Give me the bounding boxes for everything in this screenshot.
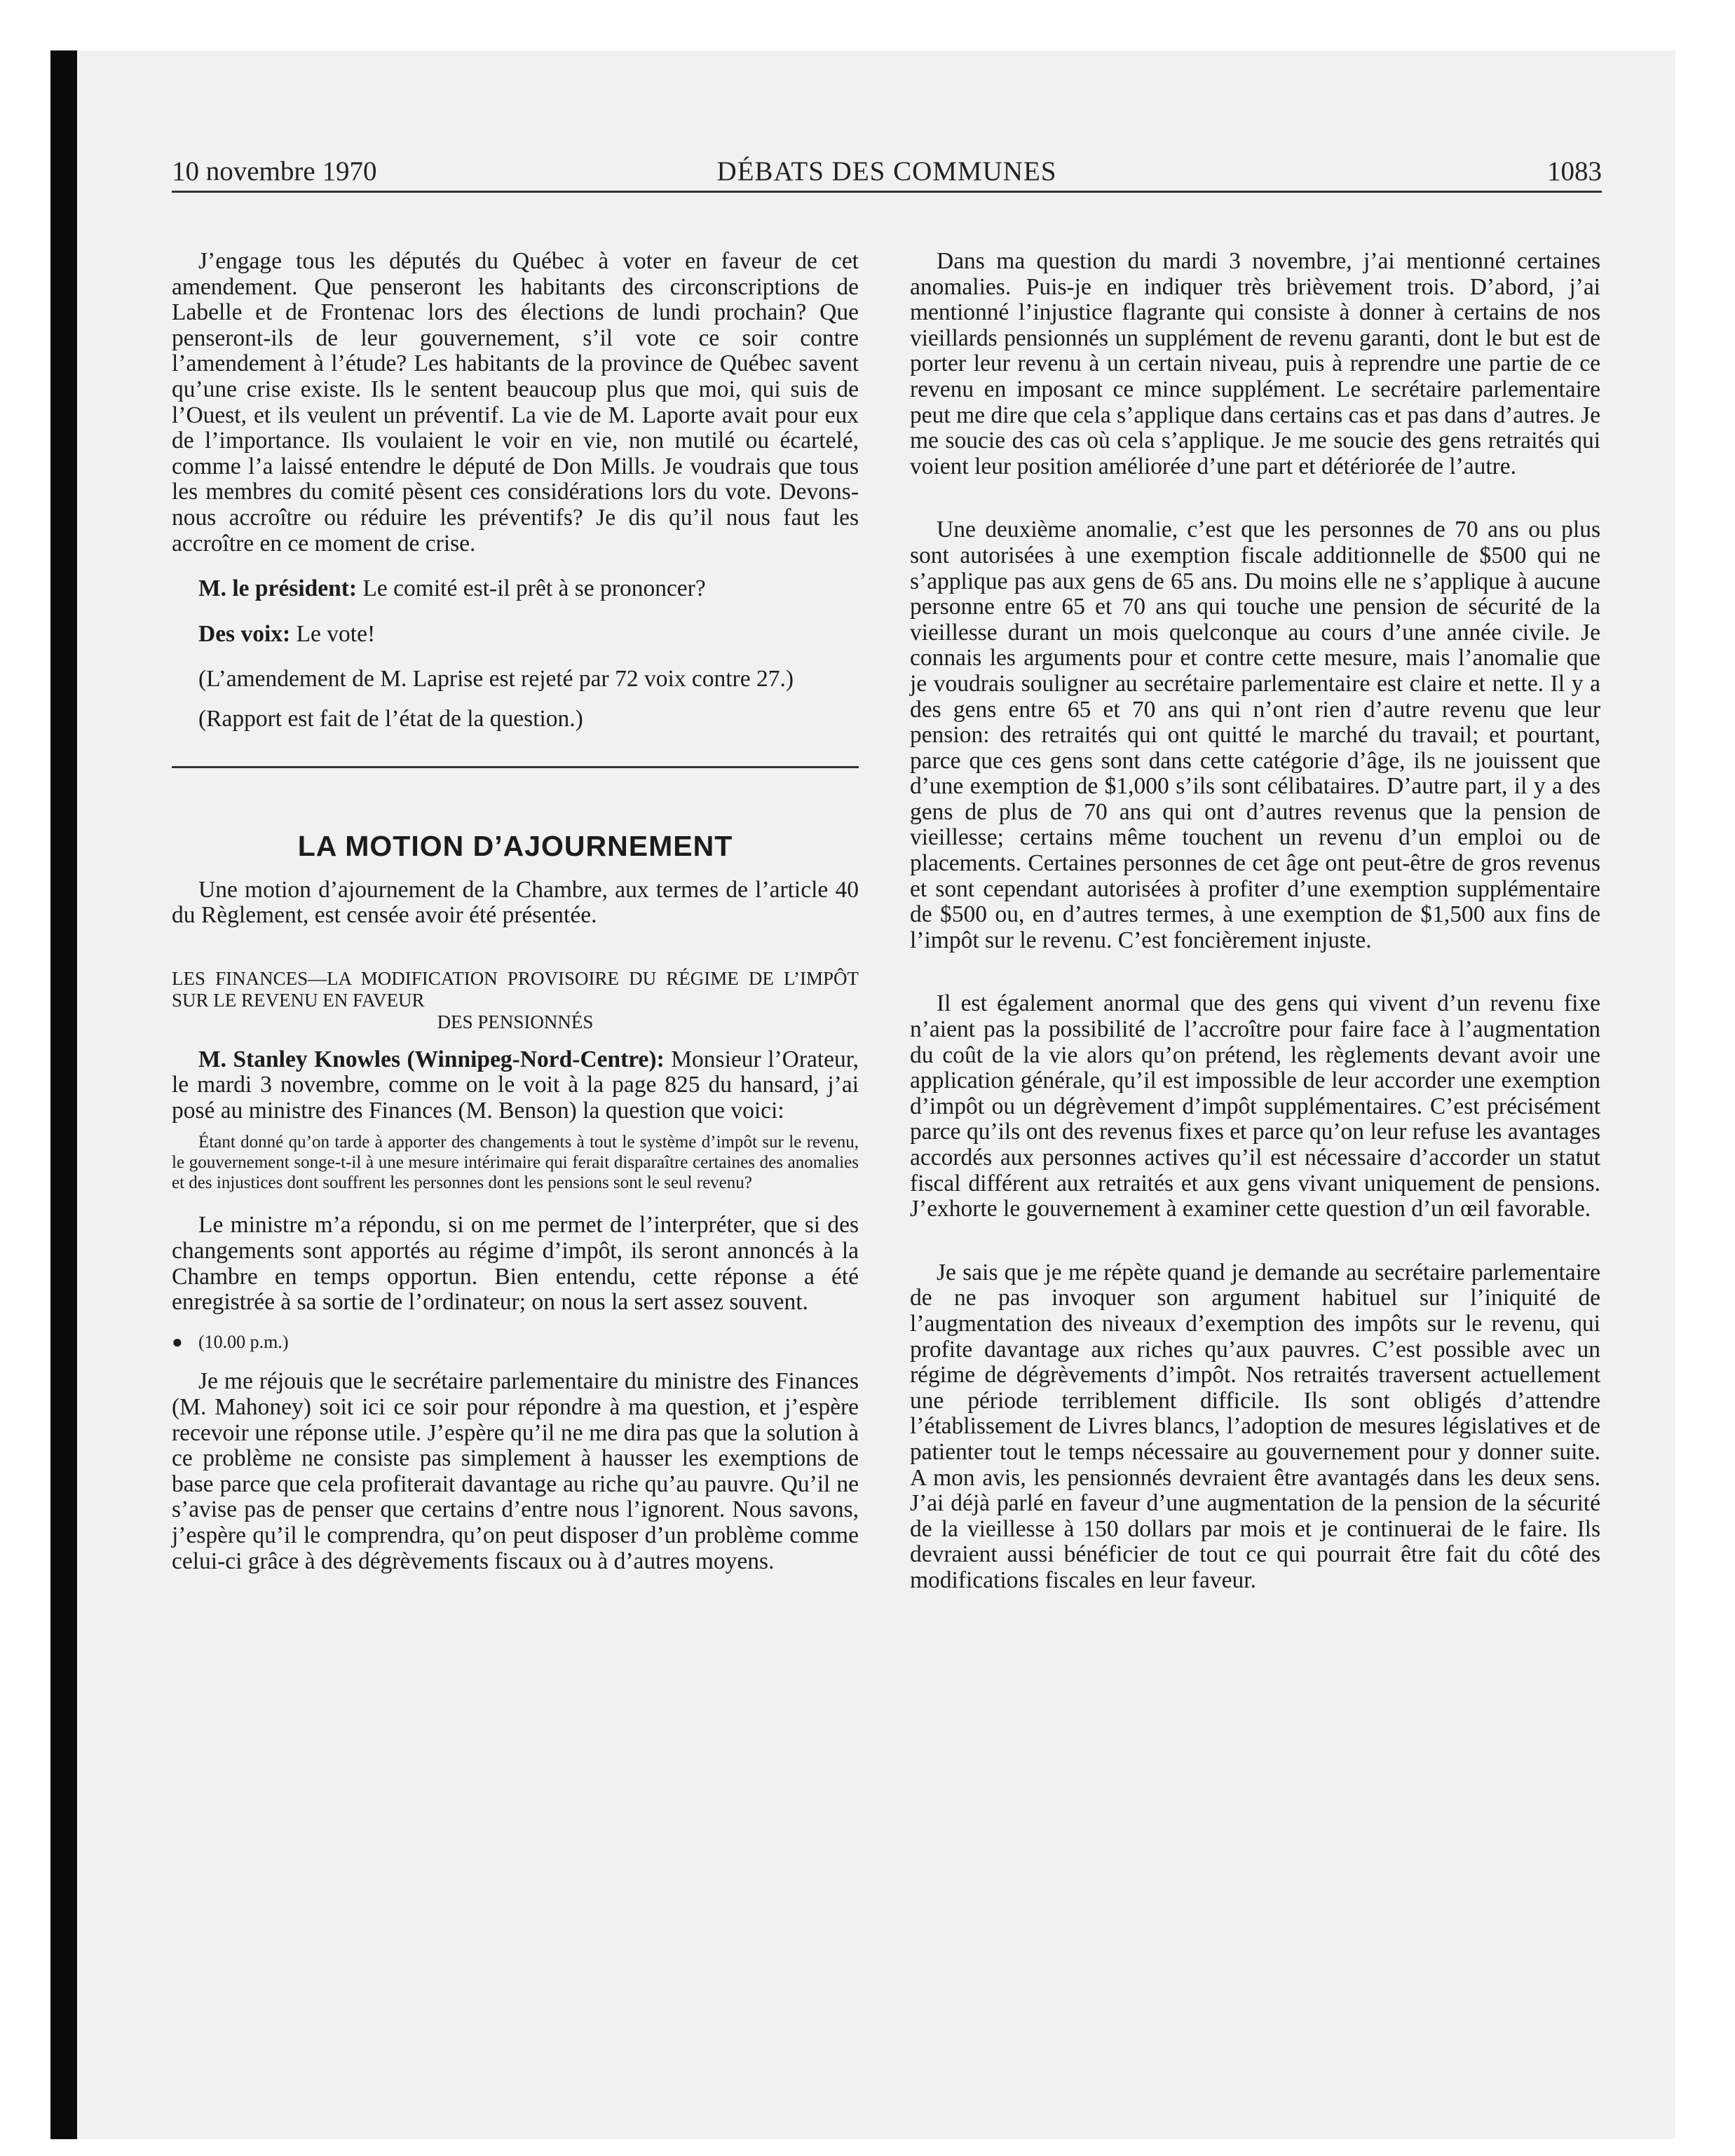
speaker-name: M. Stanley Knowles (Winnipeg-Nord-Centre): (198, 1046, 665, 1072)
scan-border (50, 50, 77, 2139)
knowles-speech (172, 1047, 859, 1124)
running-header (172, 156, 1602, 191)
section-title: LA MOTION D’AJOURNEMENT (297, 829, 733, 862)
paragraph: Je me réjouis que le secrétaire parlementaire du ministre des Finances (M. Mahoney) soit ici ce soir pour répondre à ma question, et j’espère recevoir une réponse utile. J’espère qu’il ne me dira pas que la solution à ce problème ne consiste pas simplement à hausser les exemptions de base parce que cela profiterait davantage au riche qu’au pauvre. Qu’il ne s’avise pas de penser que certains d’entre nous l’ignorent. Nous savons, j’espère qu’il le comprendra, qu’on peut disposer d’un problème comme celui-ci grâce à des dégrèvements fiscaux ou à d’autres moyens. (172, 1368, 859, 1574)
voices-remark (172, 622, 859, 648)
report-note: (Rapport est fait de l’état de la question.) (198, 705, 583, 732)
speech-text: Le comité est-il prêt à se prononcer? (362, 575, 706, 602)
paragraph: Je sais que je me répète quand je demande au secrétaire parlementaire de ne pas invoquer son argument habituel sur l’iniquité de l’augmentation des niveaux d’exemption des impôts sur le revenu, qui profite davantage aux riches qu’aux pauvres. C’est possible avec un régime de dégrèvements d’impôt. Nos retraités traversent actuellement une période terriblement difficile. Ils sont obligés d’attendre l’établissement de Livres blancs, l’adoption de mesures législatives et de patienter tout le temps nécessaire au gouvernement pour y donner suite. A mon avis, les pensionnés devraient être avantagés dans les deux sens. J’ai déjà parlé en faveur d’une augmentation de la pension de la sécurité de la vieillesse à 150 dollars par mois et je continuerai de le faire. Ils devraient aussi bénéficier de tout ce qui pourrait être fait du côté des modifications fiscales en leur faveur. (910, 1259, 1600, 1593)
quoted-question: Étant donné qu’on tarde à apporter des changements à tout le système d’impôt sur le revenu, le gouvernement songe-t-il à une mesure intérimaire qui ferait disparaître certaines des anomalies et des injustices dont souffrent les personnes dont les pensions sont le seul revenu? (172, 1133, 859, 1193)
header-journal-title: DÉBATS DES COMMUNES (716, 156, 1057, 186)
header-date: 10 novembre 1970 (172, 156, 377, 186)
motion-text: Une motion d’ajournement de la Chambre, aux termes de l’article 40 du Règlement, est censée avoir été présentée. (172, 876, 859, 929)
subject-heading-line: LES FINANCES—LA MODIFICATION PROVISOIRE DU RÉGIME DE L’IMPÔT SUR LE REVENU EN FAVEUR (172, 967, 859, 1011)
speaker-name: Des voix: (198, 620, 291, 647)
paragraph: Le ministre m’a répondu, si on me permet de l’interpréter, que si des changements sont apportés au régime d’impôt, ils seront annoncés à la Chambre en temps opportun. Bien entendu, cette réponse a été enregistrée à sa sortie de l’ordinateur; on nous la sert assez souvent. (172, 1212, 859, 1316)
time-text: (10.00 p.m.) (198, 1331, 289, 1352)
right-column (910, 249, 1600, 1594)
bullet-icon: ● (172, 1331, 183, 1352)
chair-remark (172, 576, 859, 602)
paragraph: Une deuxième anomalie, c’est que les personnes de 70 ans ou plus sont autorisées à une exemption fiscale additionnelle de $500 qui ne s’applique pas aux gens de 65 ans. Du moins elle ne s’applique à aucune personne entre 65 et 70 ans qui touche une pension de sécurité de la vieillesse durant un mois quelconque au cours d’une année civile. Je connais les arguments pour et contre cette mesure, mais l’anomalie que je voudrais souligner au secrétaire parlementaire est claire et nette. Il y a des gens entre 65 et 70 ans qui n’ont rien d’autre revenu que leur pension: des retraités qui ont quitté le marché du travail; et pourtant, parce que ces gens sont dans cette catégorie d’âge, ils ne jouissent que d’une exemption de $1,000 s’ils sont célibataires. D’autre part, il y a des gens de plus de 70 ans qui ont d’autres revenus que la pension de vieillesse; certains même touchent un revenu d’un emploi ou de placements. Certaines personnes de cet âge ont peut-être de gros revenus et sont cependant autorisées à profiter d’une exemption supplémentaire de $500 ou, en d’autres termes, à une exemption de $1,500 aux fins de l’impôt sur le revenu. C’est foncièrement injuste. (910, 517, 1600, 953)
left-column (172, 249, 859, 1574)
section-divider (172, 766, 859, 768)
header-rule (172, 191, 1602, 193)
speaker-name: M. le président: (198, 575, 358, 602)
subject-heading (172, 968, 859, 1033)
paragraph: J’engage tous les députés du Québec à voter en faveur de cet amendement. Que penseront les habitants des circonscriptions de Labelle et de Frontenac lors des élections de lundi prochain? Que penseront-ils de leur gouvernement, s’il vote ce soir contre l’amendement à l’étude? Les habitants de la province de Québec savent qu’une crise existe. Ils le sentent beaucoup plus que moi, qui suis de l’Ouest, et ils veulent un préventif. La vie de M. Laporte avait pour eux de l’importance. Ils voulaient le voir en vie, non mutilé ou écartelé, comme l’a laissé entendre le député de Don Mills. Je voudrais que tous les membres du comité pèsent ces considérations lors du vote. Devons-nous accroître ou réduire les préventifs? Je dis qu’il nous faut les accroître en ce moment de crise. (172, 248, 859, 557)
speech-text: Monsieur l’Orateur, le mardi 3 novembre, comme on le voit à la page 825 du hansard, j’ai posé au ministre des Finances (M. Benson) la question que voici: (172, 1046, 859, 1124)
time-stamp (172, 1330, 859, 1356)
amendment-result: (L’amendement de M. Laprise est rejeté par 72 voix contre 27.) (198, 666, 794, 692)
paragraph: Il est également anormal que des gens qui vivent d’un revenu fixe n’aient pas la possibilité de l’accroître pour faire face à l’augmentation du coût de la vie alors qu’on prétend, les règlements devant avoir une application générale, qu’il est impossible de leur accorder une exemption d’impôt ou un dégrèvement d’impôt supplémentaires. C’est précisément parce qu’ils ont des revenus fixes et parce qu’on leur refuse les avantages accordés aux personnes actives qu’il est nécessaire d’accorder un statut fiscal différent aux retraités et aux gens vivant uniquement de pensions. J’exhorte le gouvernement à examiner cette question d’un œil favorable. (910, 990, 1600, 1222)
paragraph: Dans ma question du mardi 3 novembre, j’ai mentionné certaines anomalies. Puis-je en indiquer très brièvement trois. D’abord, j’ai mentionné l’injustice flagrante qui consiste à donner à certains de nos vieillards pensionnés un supplément de revenu garanti, dont le but est de porter leur revenu à un certain niveau, puis à reprendre une partie de ce revenu en imposant ce mince supplément. Le secrétaire parlementaire peut me dire que cela s’applique dans certains cas et pas dans d’autres. Je me soucie des cas où cela s’applique. Je me soucie des gens retraités qui voient leur position améliorée d’une part et détériorée de l’autre. (910, 248, 1600, 479)
subject-heading-line: DES PENSIONNÉS (437, 1011, 594, 1032)
speech-text: Le vote! (296, 620, 376, 647)
header-page-number: 1083 (1547, 156, 1602, 186)
